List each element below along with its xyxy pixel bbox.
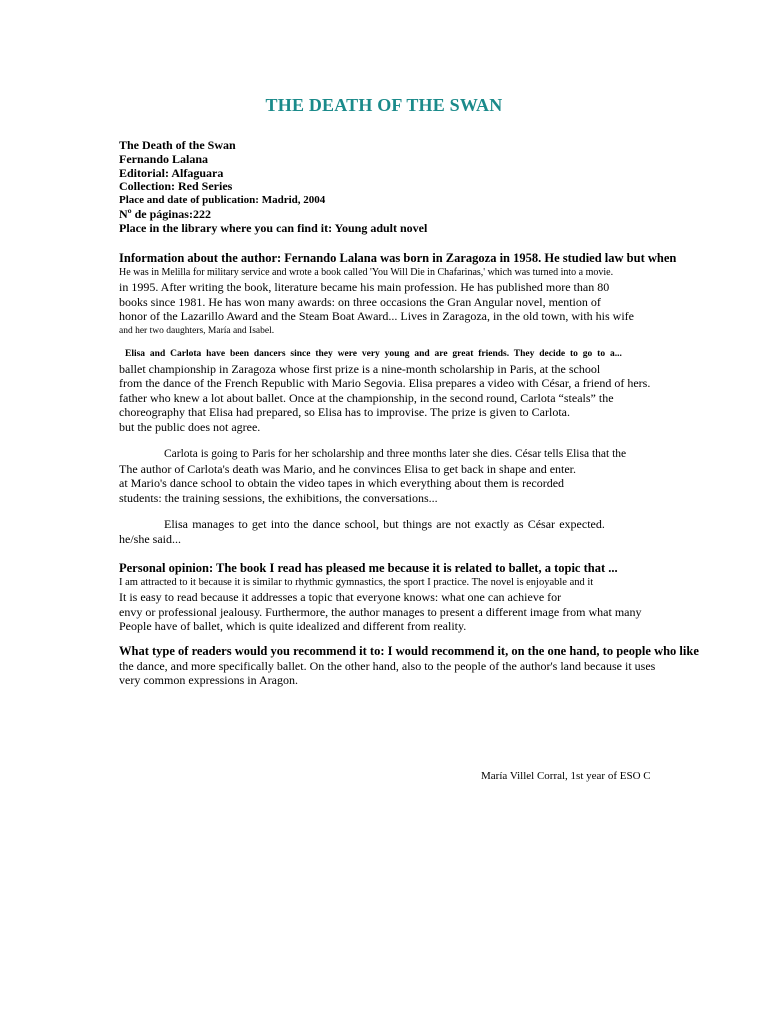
- opinion-line: envy or professional jealousy. Furthermore, the author manages to present a different image from what many: [119, 604, 642, 619]
- plot-line: at Mario's dance school to obtain the video tapes in which everything about them is recorded: [119, 476, 565, 490]
- author-info-line: Information about the author: Fernando Lalana was born in Zaragoza in 1958. He studied law but when: [119, 251, 677, 265]
- opinion-line: Personal opinion: The book I read has pleased me because it is related to ballet, a topic that ...: [119, 561, 618, 575]
- author-info-line: He was in Melilla for military service and wrote a book called 'You Will Die in Chafarinas,' which was turned into a movie.: [119, 266, 614, 278]
- author-info-line: books since 1981. He has won many awards: on three occasions the Gran Angular novel, mention of: [119, 294, 601, 309]
- book-author-line: Fernando Lalana: [119, 151, 209, 166]
- recommendation-line: What type of readers would you recommend it to: I would recommend it, on the one hand, to people who like: [119, 644, 699, 658]
- book-pages-line: Nº de páginas:222: [119, 206, 211, 221]
- summary-paragraph: [119, 347, 729, 434]
- author-info-line: in 1995. After writing the book, literature became his main profession. He has published more than 80: [119, 280, 610, 294]
- opinion-line: People have of ballet, which is quite idealized and different from reality.: [119, 619, 467, 633]
- recommendation-line: the dance, and more specifically ballet. On the other hand, also to the people of the author's land because it uses: [119, 658, 656, 673]
- recommendation-line: very common expressions in Aragon.: [119, 673, 298, 687]
- document-title: THE DEATH OF THE SWAN: [265, 95, 503, 115]
- author-info-line: and her two daughters, María and Isabel.: [119, 325, 275, 336]
- plot-line: The author of Carlota's death was Mario, and he convinces Elisa to get back in shape and enter.: [119, 461, 577, 476]
- book-collection-line: Collection: Red Series: [119, 179, 233, 194]
- author-signature: María Villel Corral, 1st year of ESO C: [481, 770, 651, 782]
- plot-line: students: the training sessions, the exhibitions, the conversations...: [119, 490, 438, 505]
- summary-line: but the public does not agree.: [119, 419, 261, 434]
- summary-line: Elisa and Carlota have been dancers since they were very young and are great friends. They decide to go to a...: [125, 349, 622, 359]
- book-library-line: Place in the library where you can find it: Young adult novel: [119, 220, 428, 235]
- book-info: [119, 139, 729, 236]
- opinion-line: It is easy to read because it addresses a topic that everyone knows: what one can achieve for: [119, 590, 562, 604]
- plot-line: Carlota is going to Paris for her scholarship and three months later she dies. César tells Elisa that the: [164, 448, 627, 460]
- author-info-line: honor of the Lazarillo Award and the Steam Boat Award... Lives in Zaragoza, in the old town, with his wife: [119, 309, 634, 323]
- personal-opinion-paragraph: [119, 561, 729, 634]
- book-place-date-line: Place and date of publication: Madrid, 2004: [119, 194, 326, 207]
- author-info-paragraph: [119, 251, 729, 338]
- plot-paragraph-3: [119, 517, 729, 546]
- summary-line: from the dance of the French Republic with Mario Segovia. Elisa prepares a video with César, a friend of hers.: [119, 376, 651, 390]
- plot-line: Elisa manages to get into the dance school, but things are not exactly as César expected.: [164, 517, 605, 531]
- recommendation-paragraph: [119, 644, 729, 688]
- book-title-line: The Death of the Swan: [119, 138, 236, 152]
- summary-line: ballet championship in Zaragoza whose first prize is a nine-month scholarship in Paris, at the school: [119, 361, 601, 376]
- book-editorial-line: Editorial: Alfaguara: [119, 165, 224, 180]
- plot-paragraph-2: [119, 447, 729, 505]
- plot-line: he/she said...: [119, 531, 181, 546]
- summary-line: father who knew a lot about ballet. Once at the championship, in the second round, Carlota “steals” the: [119, 390, 614, 405]
- summary-line: choreography that Elisa had prepared, so Elisa has to improvise. The prize is given to Carlota.: [119, 405, 570, 419]
- opinion-line: I am attracted to it because it is similar to rhythmic gymnastics, the sport I practice. The novel is enjoyable and it: [119, 576, 594, 588]
